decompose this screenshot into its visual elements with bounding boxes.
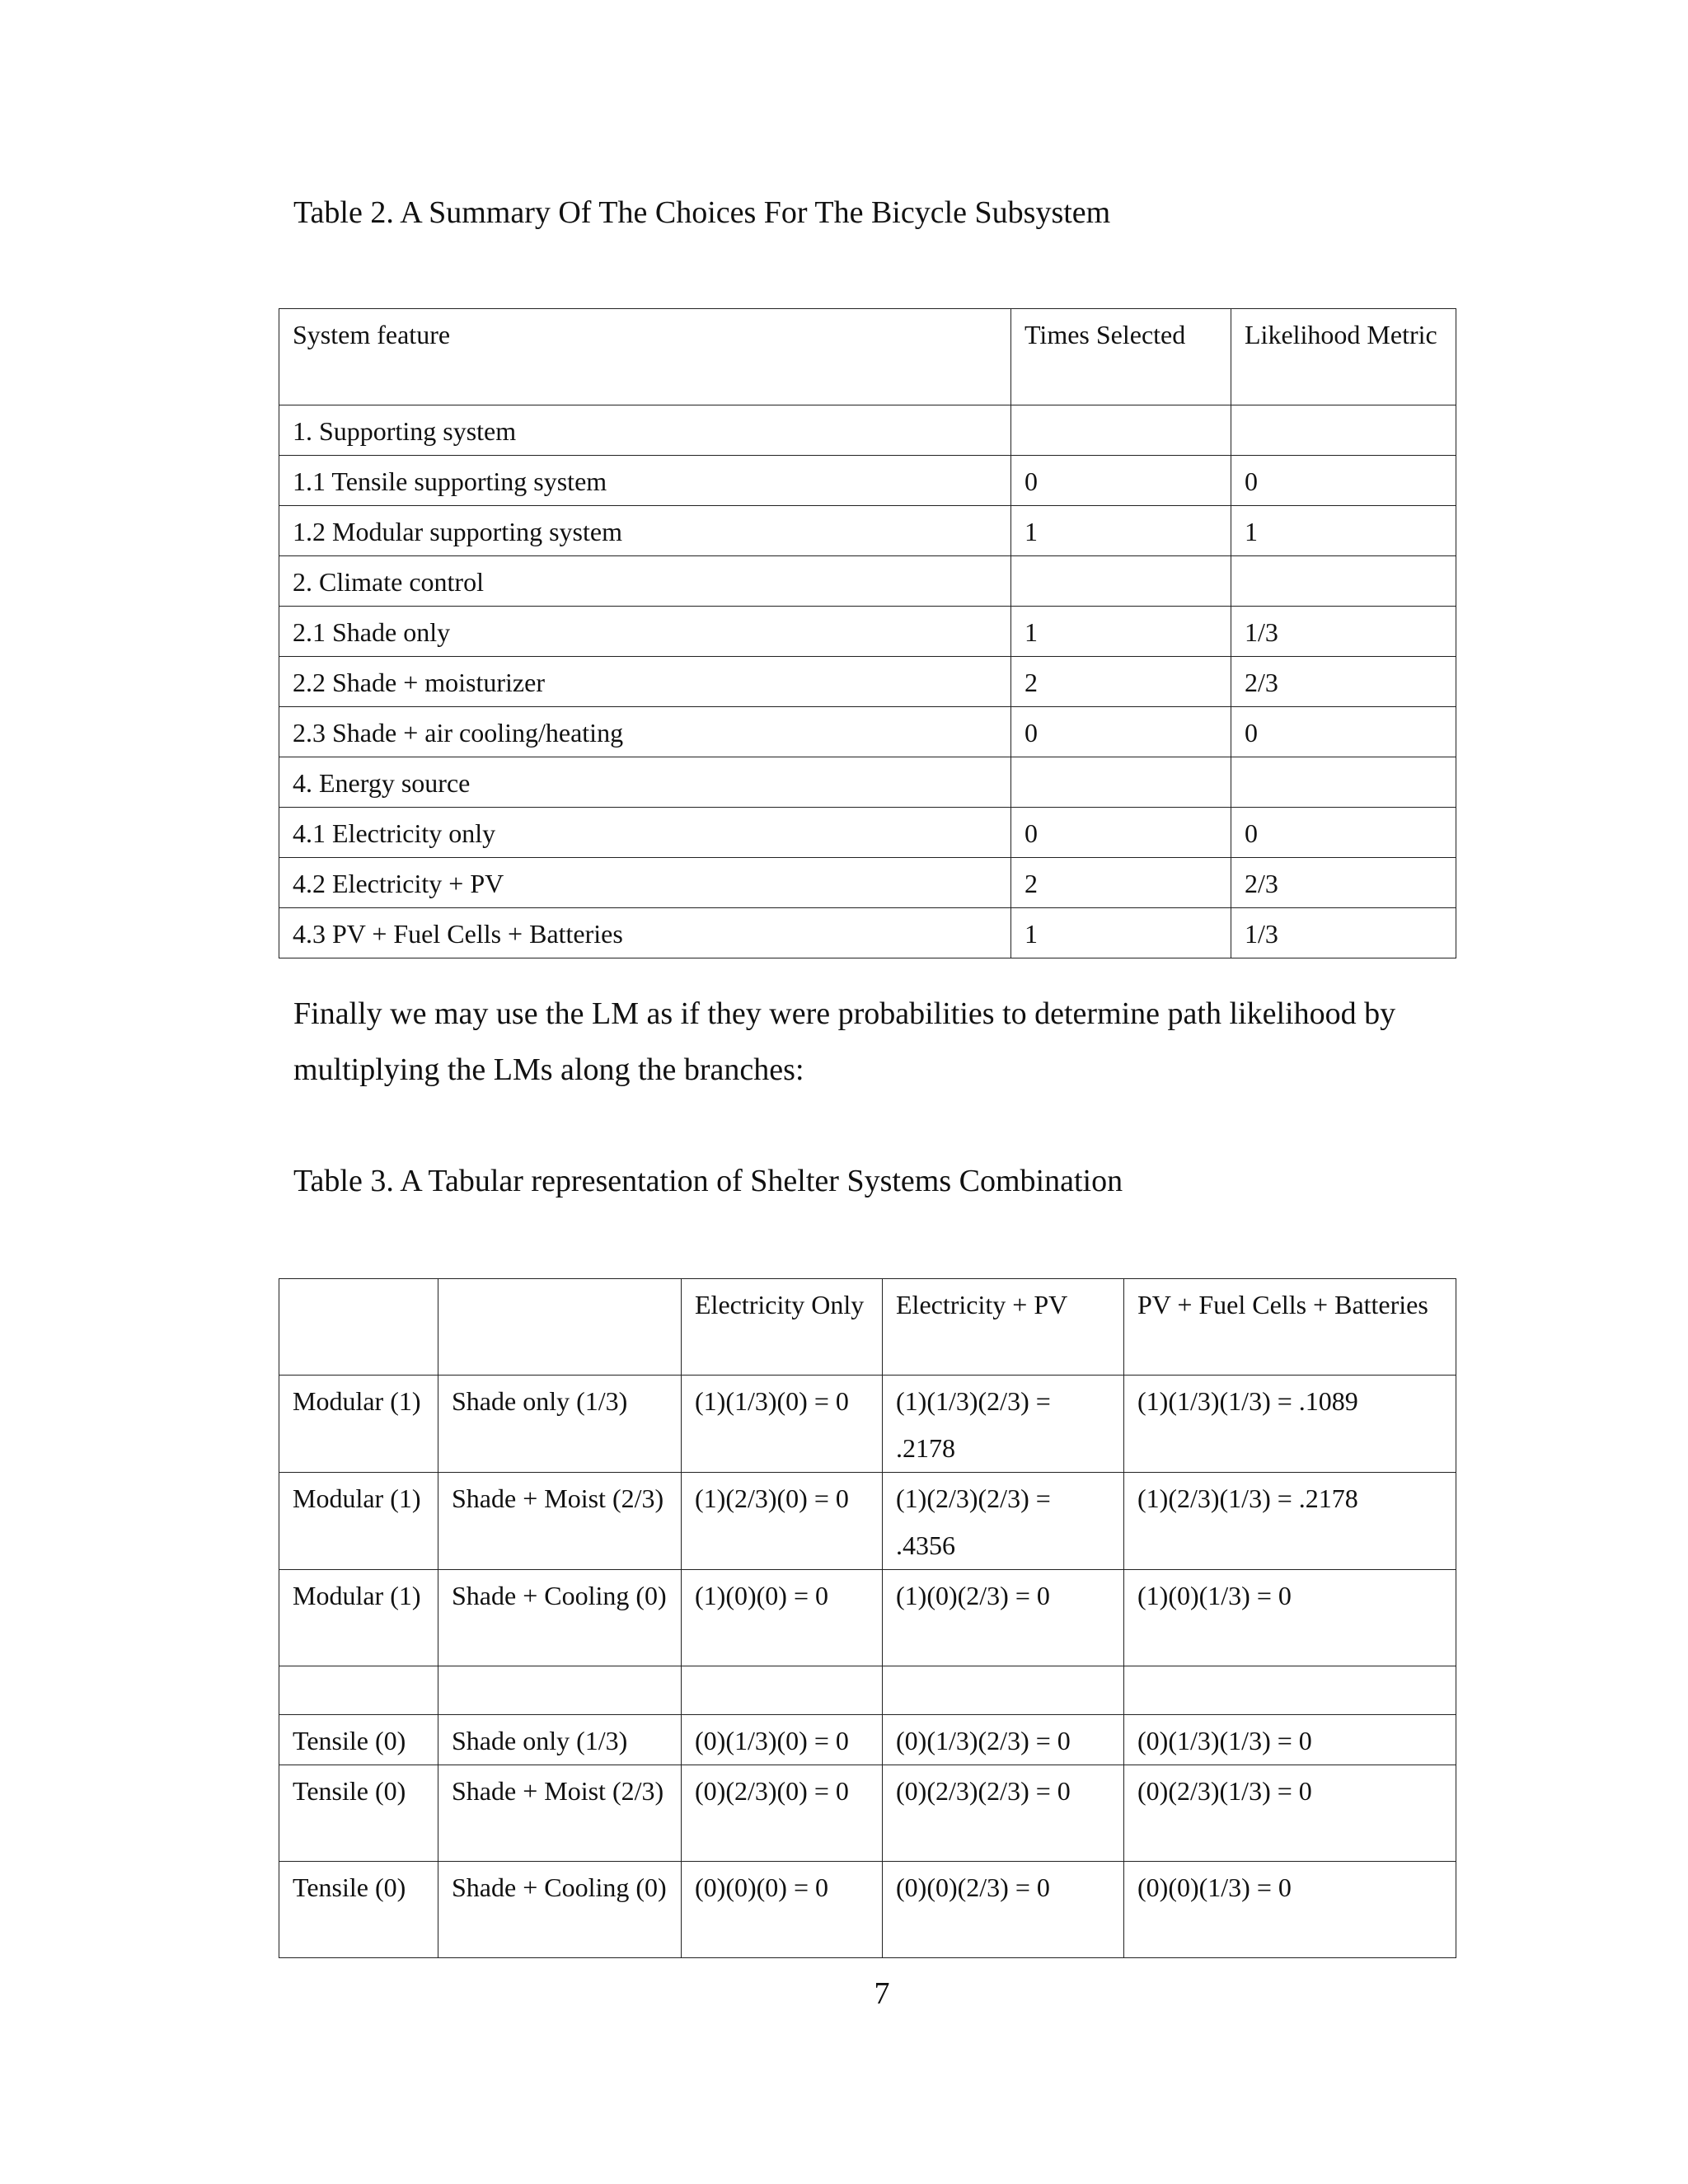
table-cell: Shade + Cooling (0) <box>438 1862 682 1958</box>
header-cell: System feature <box>279 309 1011 405</box>
header-cell <box>279 1279 438 1376</box>
table-cell: 2/3 <box>1231 858 1456 908</box>
table-cell: (1)(1/3)(1/3) = .1089 <box>1124 1376 1456 1473</box>
table-cell: (1)(0)(0) = 0 <box>682 1570 883 1666</box>
table-cell: (1)(0)(1/3) = 0 <box>1124 1570 1456 1666</box>
table-cell: (1)(0)(2/3) = 0 <box>883 1570 1124 1666</box>
table-header-row <box>279 309 1456 405</box>
table-row <box>279 556 1456 607</box>
table-row <box>279 456 1456 506</box>
table-row <box>279 757 1456 808</box>
table-cell <box>1124 1666 1456 1715</box>
table-cell: 1. Supporting system <box>279 405 1011 456</box>
table-cell: Shade + Moist (2/3) <box>438 1765 682 1862</box>
table-cell: 1 <box>1011 908 1231 958</box>
table-cell: 2/3 <box>1231 657 1456 707</box>
table-cell: 0 <box>1231 456 1456 506</box>
table-cell: 0 <box>1011 808 1231 858</box>
table-cell: 1.1 Tensile supporting system <box>279 456 1011 506</box>
table-cell: Shade only (1/3) <box>438 1376 682 1473</box>
table-cell: Modular (1) <box>279 1473 438 1570</box>
table-cell: 2.2 Shade + moisturizer <box>279 657 1011 707</box>
table-row <box>279 1473 1456 1570</box>
table-cell: (1)(2/3)(0) = 0 <box>682 1473 883 1570</box>
table-cell <box>1011 556 1231 607</box>
shelter-combination-table <box>279 1278 1456 1958</box>
table-cell <box>682 1666 883 1715</box>
table-cell: 2.1 Shade only <box>279 607 1011 657</box>
table-cell: (0)(2/3)(1/3) = 0 <box>1124 1765 1456 1862</box>
table-row <box>279 858 1456 908</box>
table-cell: Shade only (1/3) <box>438 1715 682 1765</box>
table-cell: Tensile (0) <box>279 1862 438 1958</box>
table-cell: 1.2 Modular supporting system <box>279 506 1011 556</box>
page-number: 7 <box>874 1976 890 2011</box>
table-row <box>279 607 1456 657</box>
table-cell: (0)(2/3)(2/3) = 0 <box>883 1765 1124 1862</box>
header-cell: PV + Fuel Cells + Batteries <box>1124 1279 1456 1376</box>
header-cell <box>438 1279 682 1376</box>
table-cell: 0 <box>1231 808 1456 858</box>
table-cell: (1)(1/3)(0) = 0 <box>682 1376 883 1473</box>
table-cell: Modular (1) <box>279 1376 438 1473</box>
body-paragraph: Finally we may use the LM as if they were probabilities to determine path likelihood by multiplying the LMs along the branches: <box>293 996 1396 1087</box>
table-cell: (0)(0)(1/3) = 0 <box>1124 1862 1456 1958</box>
table-cell: 2 <box>1011 858 1231 908</box>
header-cell: Electricity + PV <box>883 1279 1124 1376</box>
table-cell: 0 <box>1011 456 1231 506</box>
table-cell: Shade + Moist (2/3) <box>438 1473 682 1570</box>
table-cell: 4. Energy source <box>279 757 1011 808</box>
header-cell: Times Selected <box>1011 309 1231 405</box>
table-cell: 2. Climate control <box>279 556 1011 607</box>
table-row <box>279 1666 1456 1715</box>
table-row <box>279 707 1456 757</box>
table-cell: (0)(1/3)(1/3) = 0 <box>1124 1715 1456 1765</box>
table-cell <box>883 1666 1124 1715</box>
table-cell: (1)(2/3)(2/3) = .4356 <box>883 1473 1124 1570</box>
table3-caption: Table 3. A Tabular representation of Shelter Systems Combination <box>293 1164 1123 1198</box>
table-cell: 2 <box>1011 657 1231 707</box>
table-cell: (1)(2/3)(1/3) = .2178 <box>1124 1473 1456 1570</box>
table-row <box>279 808 1456 858</box>
table-cell: 1 <box>1231 506 1456 556</box>
table-cell: 1/3 <box>1231 607 1456 657</box>
table-cell <box>279 1666 438 1715</box>
table-cell <box>1011 405 1231 456</box>
table-cell: (0)(1/3)(0) = 0 <box>682 1715 883 1765</box>
table-cell <box>1011 757 1231 808</box>
table-cell: 2.3 Shade + air cooling/heating <box>279 707 1011 757</box>
table-row <box>279 1376 1456 1473</box>
table-header-row <box>279 1279 1456 1376</box>
choices-summary-table <box>279 308 1456 958</box>
table-cell: 1 <box>1011 506 1231 556</box>
table-cell: (0)(0)(2/3) = 0 <box>883 1862 1124 1958</box>
table-row <box>279 1570 1456 1666</box>
table-cell: (0)(0)(0) = 0 <box>682 1862 883 1958</box>
table-cell: (0)(1/3)(2/3) = 0 <box>883 1715 1124 1765</box>
table-cell <box>438 1666 682 1715</box>
table-cell: 1 <box>1011 607 1231 657</box>
table-cell: Shade + Cooling (0) <box>438 1570 682 1666</box>
table-row <box>279 1765 1456 1862</box>
table2-caption: Table 2. A Summary Of The Choices For The Bicycle Subsystem <box>293 195 1111 230</box>
table-row <box>279 657 1456 707</box>
table-cell <box>1231 556 1456 607</box>
table-row <box>279 908 1456 958</box>
table-row <box>279 506 1456 556</box>
table-cell: (1)(1/3)(2/3) = .2178 <box>883 1376 1124 1473</box>
table-cell: 4.2 Electricity + PV <box>279 858 1011 908</box>
table-row <box>279 1862 1456 1958</box>
table-cell: Modular (1) <box>279 1570 438 1666</box>
table-cell: 1/3 <box>1231 908 1456 958</box>
table-cell: 0 <box>1231 707 1456 757</box>
table-cell: Tensile (0) <box>279 1765 438 1862</box>
header-cell: Likelihood Metric <box>1231 309 1456 405</box>
table-cell <box>1231 405 1456 456</box>
table-row <box>279 405 1456 456</box>
table-cell: 0 <box>1011 707 1231 757</box>
table-cell: 4.1 Electricity only <box>279 808 1011 858</box>
table-cell: 4.3 PV + Fuel Cells + Batteries <box>279 908 1011 958</box>
header-cell: Electricity Only <box>682 1279 883 1376</box>
table-cell: (0)(2/3)(0) = 0 <box>682 1765 883 1862</box>
table-cell <box>1231 757 1456 808</box>
table-cell: Tensile (0) <box>279 1715 438 1765</box>
table-row <box>279 1715 1456 1765</box>
